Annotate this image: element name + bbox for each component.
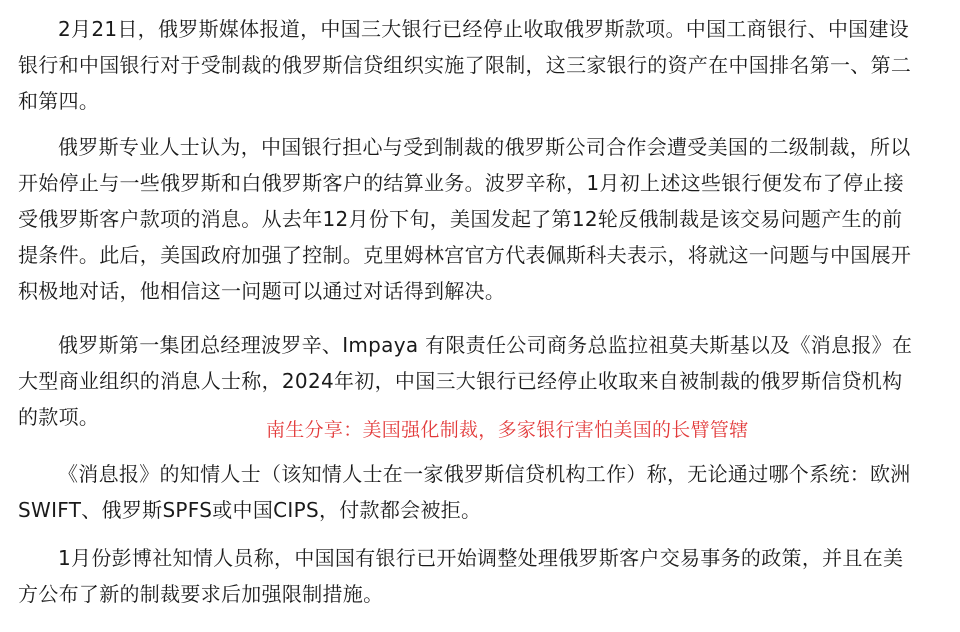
article-paragraph-4: 《消息报》的知情人士（该知情人士在一家俄罗斯信贷机构工作）称，无论通过哪个系统：欧洲SWIFT、俄罗斯SPFS或中国CIPS，付款都会被拒。 [18, 462, 911, 522]
article-paragraph-3: 俄罗斯第一集团总经理波罗辛、Impaya 有限责任公司商务总监拉祖莫夫斯基以及《消息报》在大型商业组织的消息人士称，2024年初，中国三大银行已经停止收取来自被制裁的俄罗斯信贷机构的款项。 [18, 333, 913, 429]
article-paragraph-2: 俄罗斯专业人士认为，中国银行担心与受到制裁的俄罗斯公司合作会遭受美国的二级制裁，所以开始停止与一些俄罗斯和白俄罗斯客户的结算业务。波罗辛称，1月初上述这些银行便发布了停止接受俄罗斯客户款项的消息。从去年12月份下旬，美国发起了第12轮反俄制裁是该交易问题产生的前提条件。此后，美国政府加强了控制。克里姆林宫官方代表佩斯科夫表示，将就这一问题与中国展开积极地对话，他相信这一问题可以通过对话得到解决。 [18, 135, 912, 303]
article-paragraph-1: 2月21日，俄罗斯媒体报道，中国三大银行已经停止收取俄罗斯款项。中国工商银行、中国建设银行和中国银行对于受制裁的俄罗斯信贷组织实施了限制，这三家银行的资产在中国排名第一、第二和第四。 [18, 17, 912, 113]
share-annotation: 南生分享：美国强化制裁，多家银行害怕美国的长臂管辖 [266, 419, 749, 441]
article-paragraph-5: 1月份彭博社知情人员称，中国国有银行已开始调整处理俄罗斯客户交易事务的政策，并且在美方公布了新的制裁要求后加强限制措施。 [18, 546, 904, 606]
